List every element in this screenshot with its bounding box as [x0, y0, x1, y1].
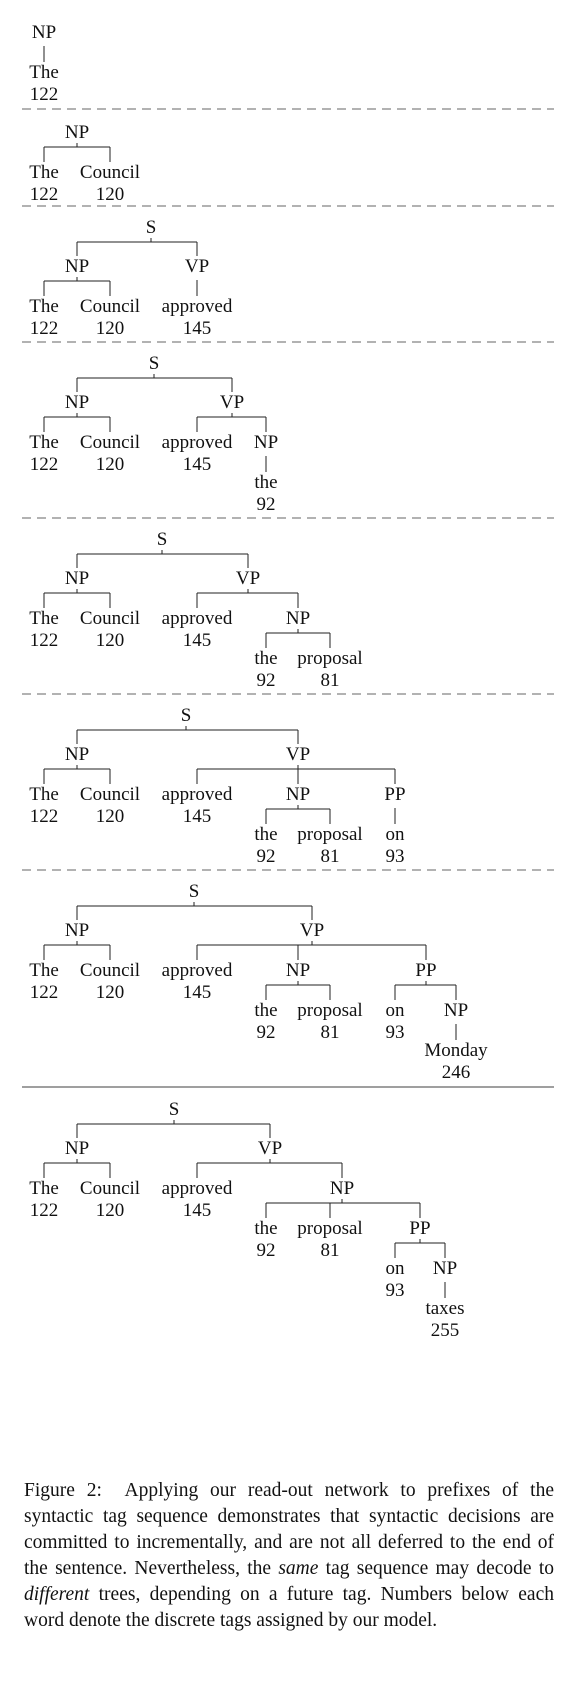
- tag-number: 145: [182, 454, 212, 475]
- tag-number: 92: [256, 846, 276, 867]
- tag-number: 93: [385, 1280, 405, 1301]
- tag-number: 122: [29, 184, 59, 205]
- word-token: taxes: [425, 1298, 465, 1319]
- word-token: The: [29, 1178, 59, 1199]
- constituent-label: VP: [299, 920, 325, 941]
- constituent-label: S: [168, 1099, 180, 1120]
- word-token: approved: [161, 784, 233, 805]
- constituent-label: NP: [285, 960, 311, 981]
- constituent-label: S: [156, 529, 168, 550]
- tree-panel-4: [29, 353, 278, 515]
- constituent-label: S: [188, 881, 200, 902]
- tag-number: 92: [256, 1022, 276, 1043]
- tag-number: 122: [29, 318, 59, 339]
- constituent-label: NP: [64, 744, 90, 765]
- word-token: The: [29, 784, 59, 805]
- constituent-label: NP: [64, 568, 90, 589]
- constituent-label: NP: [64, 392, 90, 413]
- tree-panel-1: [29, 22, 59, 105]
- caption-text-3: trees, depending on a future tag. Numbers below each word denote the discrete tags assigned by our model.: [24, 1584, 554, 1631]
- tag-number: 120: [95, 454, 125, 475]
- tree-panel-6: [29, 705, 405, 867]
- word-token: on: [385, 1000, 405, 1021]
- word-token: Council: [79, 784, 141, 805]
- constituent-label: VP: [184, 256, 210, 277]
- constituent-label: NP: [285, 608, 311, 629]
- tag-number: 122: [29, 630, 59, 651]
- figure-caption: [24, 1478, 554, 1634]
- word-token: approved: [161, 608, 233, 629]
- word-token: the: [254, 824, 278, 845]
- word-token: approved: [161, 960, 233, 981]
- tag-number: 122: [29, 84, 59, 105]
- word-token: proposal: [297, 1000, 363, 1021]
- word-token: proposal: [297, 824, 363, 845]
- tag-number: 246: [441, 1062, 471, 1083]
- constituent-label: NP: [64, 920, 90, 941]
- tag-number: 145: [182, 1200, 212, 1221]
- word-token: proposal: [297, 648, 363, 669]
- constituent-label: VP: [235, 568, 261, 589]
- word-token: The: [29, 296, 59, 317]
- tag-number: 93: [385, 846, 405, 867]
- word-token: The: [29, 432, 59, 453]
- tag-number: 145: [182, 318, 212, 339]
- caption-label: Figure 2:: [24, 1480, 102, 1501]
- tree-panel-5: [29, 529, 362, 691]
- tag-number: 145: [182, 806, 212, 827]
- word-token: The: [29, 162, 59, 183]
- constituent-label: NP: [64, 1138, 90, 1159]
- tag-number: 81: [320, 846, 340, 867]
- word-token: The: [29, 960, 59, 981]
- constituent-label: NP: [285, 784, 311, 805]
- tree-panel-2: [29, 122, 140, 205]
- tag-number: 120: [95, 630, 125, 651]
- word-token: the: [254, 1218, 278, 1239]
- tag-number: 93: [385, 1022, 405, 1043]
- constituent-label: VP: [257, 1138, 283, 1159]
- word-token: on: [385, 1258, 405, 1279]
- caption-emphasis-same: same: [278, 1558, 319, 1579]
- tag-number: 145: [182, 630, 212, 651]
- constituent-label: PP: [384, 784, 406, 805]
- tag-number: 255: [430, 1320, 460, 1341]
- word-token: Council: [79, 1178, 141, 1199]
- word-token: on: [385, 824, 405, 845]
- tag-number: 81: [320, 1022, 340, 1043]
- constituent-label: S: [180, 705, 192, 726]
- tag-number: 122: [29, 806, 59, 827]
- tag-number: 120: [95, 318, 125, 339]
- word-token: Council: [79, 608, 141, 629]
- word-token: approved: [161, 1178, 233, 1199]
- word-token: Council: [79, 960, 141, 981]
- constituent-label: NP: [31, 22, 57, 43]
- tag-number: 81: [320, 1240, 340, 1261]
- tree-panel-7: [29, 881, 488, 1083]
- word-token: Council: [79, 296, 141, 317]
- word-token: The: [29, 62, 59, 83]
- tag-number: 92: [256, 670, 276, 691]
- word-token: the: [254, 1000, 278, 1021]
- tag-number: 120: [95, 806, 125, 827]
- constituent-label: S: [145, 217, 157, 238]
- tree-panel-3: [29, 217, 233, 339]
- caption-text-2: tag sequence may decode to: [318, 1558, 554, 1579]
- caption-emphasis-different: different: [24, 1584, 90, 1605]
- tag-number: 122: [29, 454, 59, 475]
- word-token: The: [29, 608, 59, 629]
- tag-number: 145: [182, 982, 212, 1003]
- word-token: approved: [161, 432, 233, 453]
- word-token: Council: [79, 432, 141, 453]
- tag-number: 122: [29, 982, 59, 1003]
- word-token: approved: [161, 296, 233, 317]
- tag-number: 120: [95, 982, 125, 1003]
- word-token: proposal: [297, 1218, 363, 1239]
- constituent-label: PP: [415, 960, 437, 981]
- caption-text-1: Applying our read-out network to prefixes of the syntactic tag sequence demonstrates that syntactic decisions are committed to incrementally, and are not all deferred to the end of the sentence. Nevertheless, the: [24, 1480, 554, 1579]
- constituent-label: PP: [409, 1218, 431, 1239]
- tag-number: 81: [320, 670, 340, 691]
- word-token: Council: [79, 162, 141, 183]
- word-token: Monday: [424, 1040, 488, 1061]
- tree-panel-8: [29, 1099, 464, 1341]
- tag-number: 120: [95, 1200, 125, 1221]
- constituent-label: NP: [64, 256, 90, 277]
- tag-number: 122: [29, 1200, 59, 1221]
- tag-number: 92: [256, 1240, 276, 1261]
- tag-number: 92: [256, 494, 276, 515]
- word-token: the: [254, 472, 278, 493]
- constituent-label: VP: [219, 392, 245, 413]
- constituent-label: S: [148, 353, 160, 374]
- constituent-label: NP: [432, 1258, 458, 1279]
- constituent-label: NP: [329, 1178, 355, 1199]
- tag-number: 120: [95, 184, 125, 205]
- constituent-label: VP: [285, 744, 311, 765]
- constituent-label: NP: [253, 432, 279, 453]
- constituent-label: NP: [443, 1000, 469, 1021]
- constituent-label: NP: [64, 122, 90, 143]
- word-token: the: [254, 648, 278, 669]
